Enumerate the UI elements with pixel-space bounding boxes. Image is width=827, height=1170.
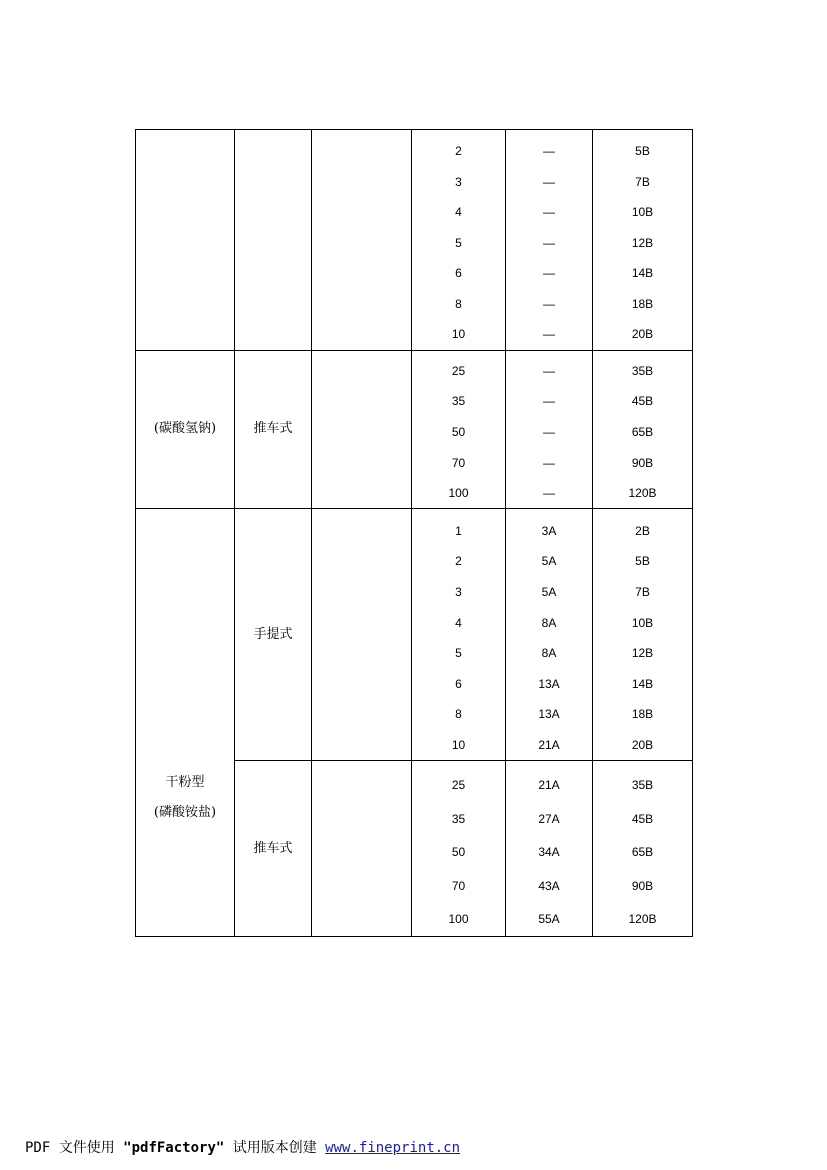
a-rating-value: 5A [541, 554, 557, 569]
agent-amount-value: 70 [451, 455, 466, 470]
b-rating-value: 5B [635, 144, 650, 159]
b-rating-value: 90B [631, 878, 654, 893]
agent-amount-value: 50 [451, 845, 466, 860]
a-rating-value: 8A [541, 615, 557, 630]
b-rating-value: 120B [628, 912, 657, 927]
agent-amount-value: 1 [455, 523, 462, 538]
a-rating-value: — [543, 296, 555, 311]
a-rating-value: 13A [538, 676, 560, 691]
a-rating-value: — [543, 266, 555, 281]
a-rating-cell [506, 350, 593, 509]
footer-link[interactable]: www.fineprint.cn [325, 1140, 461, 1156]
agent-amount-value: 3 [455, 584, 462, 599]
a-rating-cell [506, 130, 593, 351]
blank-cell [312, 130, 412, 351]
agent-amount-value: 2 [455, 144, 462, 159]
a-rating-value: — [543, 205, 555, 220]
a-rating-value: — [543, 424, 555, 439]
a-rating-value: 21A [538, 737, 560, 752]
a-rating-value: — [543, 394, 555, 409]
b-rating-value: 20B [631, 737, 654, 752]
blank-cell [312, 350, 412, 509]
agent-amount-value: 4 [455, 615, 462, 630]
agent-amount-value: 70 [451, 878, 466, 893]
agent-amount-cell [412, 130, 506, 351]
footer-prefix: PDF 文件使用 [25, 1140, 124, 1156]
b-rating-value: 14B [631, 676, 654, 691]
type-cell [235, 350, 312, 509]
b-rating-value: 45B [631, 394, 654, 409]
b-rating-value: 35B [631, 778, 654, 793]
type-label: 推车式 [253, 840, 293, 856]
agent-amount-value: 5 [455, 646, 462, 661]
a-rating-value: — [543, 486, 555, 501]
b-rating-value: 5B [635, 554, 650, 569]
type-label: 推车式 [253, 421, 293, 437]
b-rating-value: 10B [631, 205, 654, 220]
b-rating-value: 14B [631, 266, 654, 281]
b-rating-cell [593, 509, 693, 761]
agent-amount-value: 100 [448, 912, 469, 927]
b-rating-value: 7B [635, 174, 650, 189]
blank-cell [312, 509, 412, 761]
a-rating-value: 43A [538, 878, 560, 893]
b-rating-value: 12B [631, 646, 654, 661]
agent-amount-value: 50 [451, 424, 466, 439]
a-rating-value: 55A [538, 912, 560, 927]
b-rating-cell [593, 350, 693, 509]
category-label-line2: (磷酸铵盐) [153, 804, 217, 820]
b-rating-value: 18B [631, 707, 654, 722]
a-rating-value: 27A [538, 811, 560, 826]
agent-amount-value: 6 [455, 676, 462, 691]
agent-amount-value: 2 [455, 554, 462, 569]
type-cell [235, 509, 312, 761]
agent-amount-value: 35 [451, 811, 466, 826]
category-label: (碳酸氢钠) [153, 421, 217, 437]
a-rating-value: — [543, 363, 555, 378]
category-cell [136, 130, 235, 351]
category-cell [136, 350, 235, 509]
a-rating-value: — [543, 235, 555, 250]
b-rating-value: 45B [631, 811, 654, 826]
a-rating-value: 8A [541, 646, 557, 661]
b-rating-value: 18B [631, 296, 654, 311]
table-row [136, 130, 693, 351]
extinguisher-rating-table [135, 129, 693, 937]
agent-amount-value: 8 [455, 296, 462, 311]
agent-amount-value: 25 [451, 363, 466, 378]
a-rating-value: 5A [541, 584, 557, 599]
footer-product: "pdfFactory" [123, 1140, 225, 1156]
blank-cell [312, 761, 412, 937]
b-rating-value: 2B [635, 523, 650, 538]
category-label-line1: 干粉型 [165, 774, 205, 790]
a-rating-value: 34A [538, 845, 560, 860]
type-label: 手提式 [253, 626, 293, 642]
table-row [136, 350, 693, 509]
a-rating-cell [506, 761, 593, 937]
a-rating-value: — [543, 174, 555, 189]
agent-amount-value: 25 [451, 778, 466, 793]
agent-amount-value: 10 [451, 327, 466, 342]
type-cell [235, 130, 312, 351]
a-rating-value: — [543, 327, 555, 342]
a-rating-value: 21A [538, 778, 560, 793]
agent-amount-value: 100 [448, 486, 469, 501]
b-rating-value: 90B [631, 455, 654, 470]
a-rating-value: 3A [541, 523, 557, 538]
a-rating-value: — [543, 455, 555, 470]
a-rating-value: 13A [538, 707, 560, 722]
agent-amount-value: 6 [455, 266, 462, 281]
b-rating-value: 12B [631, 235, 654, 250]
b-rating-value: 65B [631, 845, 654, 860]
b-rating-cell [593, 130, 693, 351]
b-rating-value: 10B [631, 615, 654, 630]
agent-amount-value: 8 [455, 707, 462, 722]
b-rating-value: 7B [635, 584, 650, 599]
pdf-footer [25, 1137, 460, 1157]
footer-suffix: 试用版本创建 [224, 1140, 326, 1156]
agent-amount-value: 35 [451, 394, 466, 409]
table-row [136, 509, 693, 761]
b-rating-value: 65B [631, 424, 654, 439]
type-cell [235, 761, 312, 937]
agent-amount-cell [412, 761, 506, 937]
b-rating-cell [593, 761, 693, 937]
agent-amount-cell [412, 350, 506, 509]
category-cell [136, 509, 235, 937]
b-rating-value: 120B [628, 486, 657, 501]
a-rating-value: — [543, 144, 555, 159]
agent-amount-value: 10 [451, 737, 466, 752]
a-rating-cell [506, 509, 593, 761]
b-rating-value: 20B [631, 327, 654, 342]
agent-amount-value: 5 [455, 235, 462, 250]
b-rating-value: 35B [631, 363, 654, 378]
agent-amount-cell [412, 509, 506, 761]
agent-amount-value: 3 [455, 174, 462, 189]
agent-amount-value: 4 [455, 205, 462, 220]
